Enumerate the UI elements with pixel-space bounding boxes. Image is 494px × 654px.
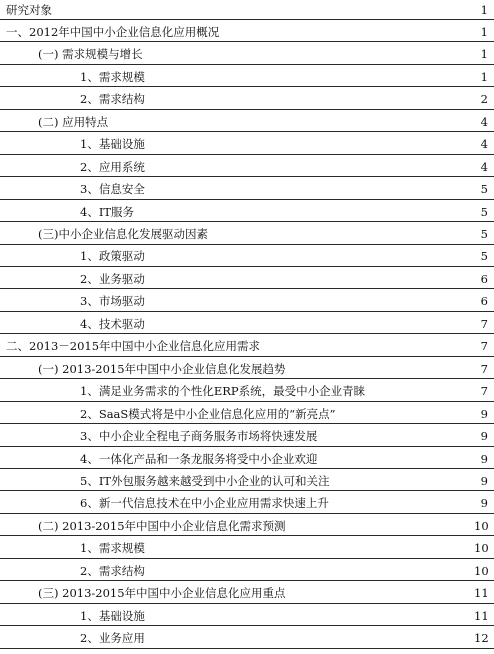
toc-entry-title: 1、需求规模	[80, 541, 145, 556]
toc-entry-title: 2、需求结构	[80, 563, 145, 578]
toc-entry[interactable]	[0, 67, 494, 87]
toc-entry-title: 1、满足业务需求的个性化ERP系统，最受中小企业青睐	[80, 384, 366, 399]
toc-entry[interactable]	[0, 0, 494, 20]
toc-page-number: 4	[480, 137, 488, 152]
toc-entry[interactable]	[0, 135, 494, 155]
toc-entry[interactable]	[0, 382, 494, 402]
toc-entry[interactable]	[0, 561, 494, 581]
toc-entry[interactable]	[0, 225, 494, 245]
toc-entry-title: 4、技术驱动	[80, 316, 145, 331]
toc-entry-title: 研究对象	[6, 2, 52, 17]
toc-entry[interactable]	[0, 359, 494, 379]
toc-entry-title: 1、基础设施	[80, 608, 145, 623]
toc-page-number: 7	[480, 316, 488, 331]
toc-page-number: 1	[480, 47, 488, 62]
toc-page-number: 4	[480, 114, 488, 129]
toc-entry-title: 2、需求结构	[80, 92, 145, 107]
toc-entry-title: 2、SaaS模式将是中小企业信息化应用的“新亮点”	[80, 406, 336, 421]
toc-page-number: 7	[480, 384, 488, 399]
toc-entry[interactable]	[0, 112, 494, 132]
toc-entry-title: 一、2012年中国中小企业信息化应用概况	[6, 24, 220, 39]
toc-entry-title: 3、中小企业全程电子商务服务市场将快速发展	[80, 429, 318, 444]
toc-page-number: 11	[474, 608, 489, 623]
toc-page-number: 1	[480, 69, 488, 84]
toc-page-number: 11	[474, 586, 489, 601]
toc-page-number: 9	[480, 429, 488, 444]
toc-entry[interactable]	[0, 247, 494, 267]
toc-entry-title: 1、基础设施	[80, 137, 145, 152]
toc-page-number: 1	[480, 2, 488, 17]
toc-entry-title: (一) 2013-2015年中国中小企业信息化发展趋势	[38, 361, 286, 376]
toc-page-number: 6	[480, 271, 488, 286]
toc-page-number: 5	[480, 204, 488, 219]
toc-entry-title: 5、IT外包服务越来越受到中小企业的认可和关注	[80, 473, 330, 488]
toc-page-number: 9	[480, 451, 488, 466]
toc-entry[interactable]	[0, 45, 494, 65]
toc-entry[interactable]	[0, 292, 494, 312]
toc-page-number: 10	[474, 563, 489, 578]
toc-entry[interactable]	[0, 471, 494, 491]
toc-entry[interactable]	[0, 90, 494, 110]
toc-page-number: 5	[480, 249, 488, 264]
toc-entry-title: 2、业务驱动	[80, 271, 145, 286]
toc-entry-title: 3、市场驱动	[80, 294, 145, 309]
toc-page-number: 1	[480, 24, 488, 39]
toc-page-number: 2	[480, 92, 488, 107]
toc-entry[interactable]	[0, 494, 494, 514]
toc-entry-title: 2、业务应用	[80, 631, 145, 646]
toc-entry[interactable]	[0, 449, 494, 469]
toc-entry-title: (二) 2013-2015年中国中小企业信息化需求预测	[38, 518, 286, 533]
toc-entry[interactable]	[0, 22, 494, 42]
toc-entry[interactable]	[0, 269, 494, 289]
toc-page-number: 10	[474, 518, 489, 533]
toc-entry-title: (一) 需求规模与增长	[38, 47, 143, 62]
toc-entry[interactable]	[0, 539, 494, 559]
toc-page-number: 9	[480, 496, 488, 511]
toc-entry-title: 6、新一代信息技术在中小企业应用需求快速上升	[80, 496, 329, 511]
toc-entry[interactable]	[0, 427, 494, 447]
toc-entry[interactable]	[0, 180, 494, 200]
toc-page-number: 9	[480, 406, 488, 421]
toc-entry-title: 1、需求规模	[80, 69, 145, 84]
toc-entry[interactable]	[0, 314, 494, 334]
toc-entry-title: 2、应用系统	[80, 159, 145, 174]
toc-entry-title: 4、IT服务	[80, 204, 135, 219]
toc-entry-title: 4、一体化产品和一条龙服务将受中小企业欢迎	[80, 451, 318, 466]
toc-page-number: 9	[480, 473, 488, 488]
toc-entry-title: (三)中小企业信息化发展驱动因素	[38, 227, 208, 241]
toc-page-number: 6	[480, 294, 488, 309]
toc-entry[interactable]	[0, 202, 494, 222]
toc-entry[interactable]	[0, 606, 494, 626]
toc-entry-title: (二) 应用特点	[38, 114, 109, 129]
toc-entry-title: (三) 2013-2015年中国中小企业信息化应用重点	[38, 586, 286, 601]
toc-entry[interactable]	[0, 337, 494, 357]
toc-page-number: 7	[480, 361, 488, 376]
toc-page-number: 5	[480, 227, 488, 241]
toc-page-number: 10	[474, 541, 489, 556]
toc-page-number: 7	[480, 339, 488, 354]
toc-entry[interactable]	[0, 157, 494, 177]
toc-entry-title: 1、政策驱动	[80, 249, 145, 264]
toc-entry[interactable]	[0, 629, 494, 649]
toc-page-number: 12	[474, 631, 489, 646]
toc-entry[interactable]	[0, 516, 494, 536]
toc-page-number: 4	[480, 159, 488, 174]
toc-entry-title: 二、2013－2015年中国中小企业信息化应用需求	[6, 339, 261, 354]
toc-page-number: 5	[480, 182, 488, 197]
toc-entry-title: 3、信息安全	[80, 182, 145, 197]
toc-entry[interactable]	[0, 404, 494, 424]
toc-entry[interactable]	[0, 584, 494, 604]
